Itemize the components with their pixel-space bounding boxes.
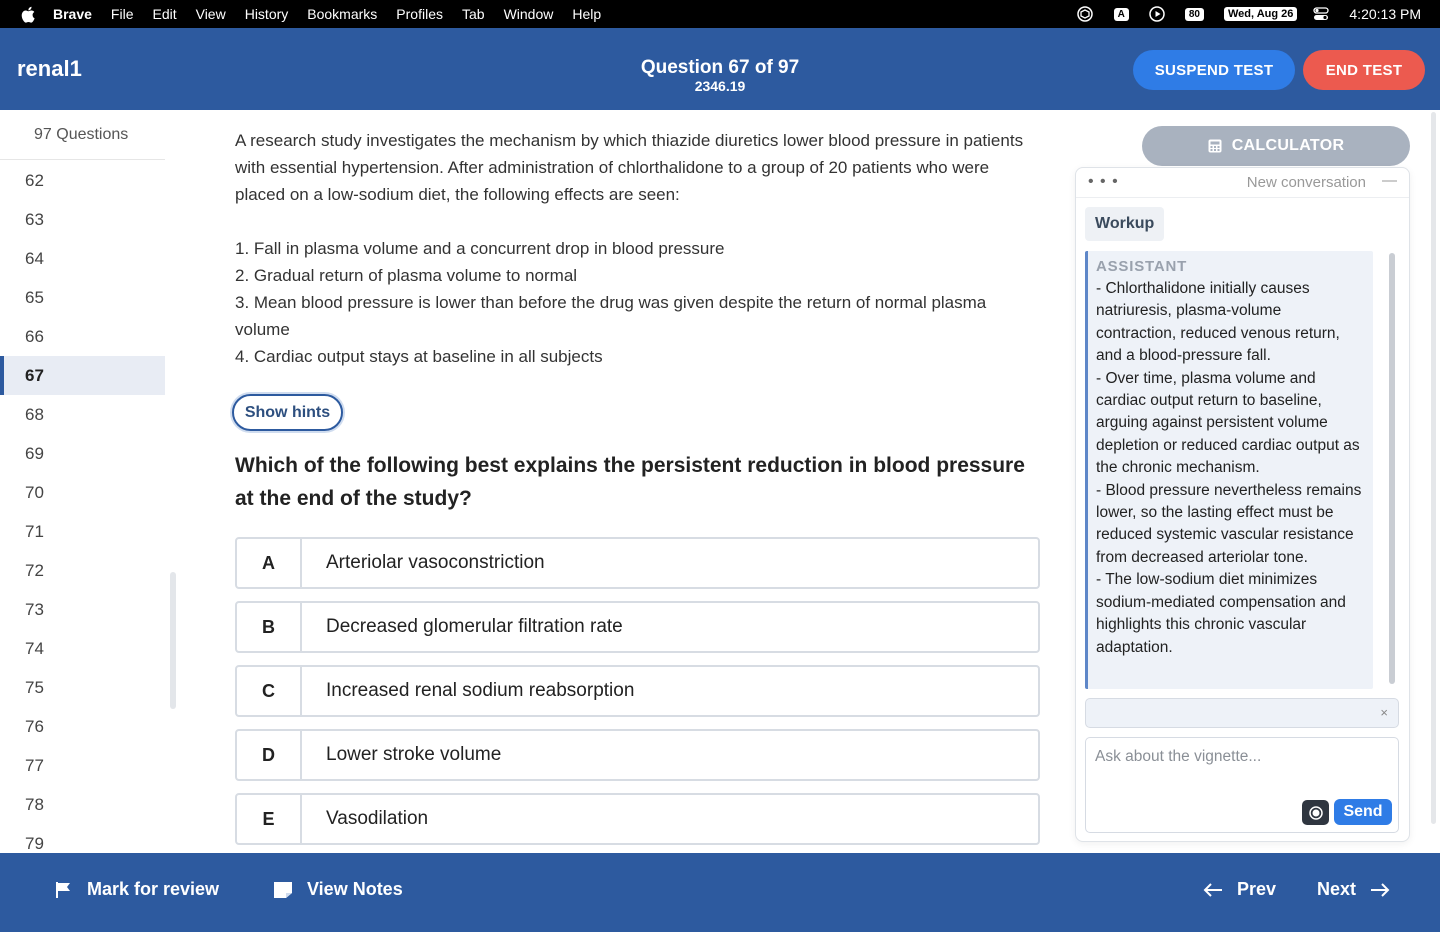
menu-date[interactable]: Wed, Aug 26 — [1224, 7, 1297, 21]
menu-tab[interactable]: Tab — [461, 6, 485, 22]
question-nav-item[interactable]: 66 — [25, 326, 44, 346]
flag-icon — [55, 881, 73, 899]
control-center-icon[interactable] — [1313, 7, 1329, 21]
record-button[interactable] — [1302, 800, 1329, 825]
view-notes-button[interactable] — [273, 879, 403, 900]
question-number: Question 67 of 97 — [640, 57, 800, 78]
next-label: Next — [1317, 879, 1357, 899]
answer-choice-d[interactable] — [235, 729, 1040, 781]
menu-bookmarks[interactable]: Bookmarks — [307, 6, 378, 22]
mark-for-review-label: Mark for review — [87, 879, 220, 899]
prev-button[interactable] — [1203, 879, 1276, 900]
question-nav-item[interactable]: 78 — [25, 794, 44, 814]
input-source-icon[interactable]: A — [1114, 8, 1129, 21]
assistant-message-text: - Chlorthalidone initially causes natriuresis, plasma-volume contraction, reduced venous return, and a blood-pressure fall. - Over time, plasma volume and cardiac output return to baseline, arguing against persistent volume depletion or reduced cardiac output as the chronic mechanism. - Blood pressure nevertheless remains lower, so the lasting effect must be reduced systemic vascular resistance from decreased arteriolar tone. - The low-sodium diet minimizes sodium-mediated compensation and highlights this chronic vascular adaptation. — [1096, 280, 1362, 656]
choice-text: Arteriolar vasoconstriction — [326, 552, 545, 573]
battery-icon[interactable]: 80 — [1185, 8, 1204, 21]
assistant-role-label: ASSISTANT — [1096, 258, 1188, 275]
menu-clock[interactable]: 4:20:13 PM — [1349, 6, 1421, 22]
apple-icon[interactable] — [19, 5, 37, 23]
macos-menu-bar — [0, 0, 1440, 28]
choice-letter: C — [237, 667, 302, 715]
choice-text: Decreased glomerular filtration rate — [326, 616, 623, 637]
question-count: 97 Questions — [0, 110, 165, 160]
calculator-label: CALCULATOR — [1231, 137, 1345, 154]
finding-item: 2. Gradual return of plasma volume to normal — [235, 266, 578, 285]
question-nav-item[interactable]: 76 — [25, 716, 44, 736]
question-nav-item[interactable]: 77 — [25, 755, 44, 775]
menu-app-name[interactable]: Brave — [53, 6, 92, 22]
question-list — [0, 161, 165, 853]
choice-letter: A — [237, 539, 302, 587]
menu-help[interactable]: Help — [572, 6, 602, 22]
choice-text: Vasodilation — [326, 808, 429, 829]
choice-text: Lower stroke volume — [326, 744, 502, 765]
app-header — [0, 28, 1440, 110]
choice-letter: D — [237, 731, 302, 779]
footer-toolbar — [0, 853, 1440, 932]
calculator-button[interactable] — [1142, 126, 1410, 166]
sidebar-scrollbar[interactable] — [170, 572, 176, 709]
new-conversation-button[interactable]: New conversation — [1246, 174, 1366, 191]
menu-edit[interactable]: Edit — [152, 6, 177, 22]
finding-item: 3. Mean blood pressure is lower than before the drug was given despite the return of normal plasma volume — [235, 293, 987, 339]
answer-choice-c[interactable] — [235, 665, 1040, 717]
calculator-icon — [1208, 139, 1222, 153]
mark-for-review-button[interactable] — [55, 879, 219, 900]
choice-letter: E — [237, 795, 302, 843]
minimize-icon[interactable]: — — [1382, 172, 1397, 189]
question-nav-item[interactable]: 71 — [25, 521, 44, 541]
play-icon[interactable] — [1149, 6, 1165, 22]
prev-label: Prev — [1237, 879, 1277, 899]
page-scrollbar[interactable] — [1431, 112, 1436, 824]
menu-window[interactable]: Window — [503, 6, 554, 22]
question-nav-item[interactable]: 68 — [25, 404, 44, 424]
question-nav-item[interactable]: 69 — [25, 443, 44, 463]
question-content — [235, 127, 1035, 829]
answer-choice-e[interactable] — [235, 793, 1040, 845]
question-id: 2346.19 — [694, 78, 746, 94]
menu-file[interactable]: File — [110, 6, 134, 22]
chat-scrollbar[interactable] — [1389, 253, 1395, 684]
view-notes-label: View Notes — [307, 879, 403, 899]
question-stem: A research study investigates the mechanism by which thiazide diuretics lower blood pressure in patients with essential hypertension. After administration of chlorthalidone to a group of 20 patients who were placed on a low-sodium diet, the following effects are seen: — [235, 131, 1024, 204]
choice-letter: B — [237, 603, 302, 651]
question-nav-item[interactable]: 74 — [25, 638, 44, 658]
findings-list — [235, 235, 1035, 370]
question-nav-item[interactable]: 63 — [25, 209, 44, 229]
choice-text: Increased renal sodium reabsorption — [326, 680, 635, 701]
send-button[interactable]: Send — [1334, 799, 1392, 825]
chat-input-box — [1085, 737, 1399, 833]
assistant-message — [1085, 251, 1373, 689]
question-nav-item[interactable]: 64 — [25, 248, 44, 268]
question-nav-item[interactable]: 65 — [25, 287, 44, 307]
menu-profiles[interactable]: Profiles — [396, 6, 443, 22]
chat-toolbar — [1076, 168, 1409, 198]
question-nav-item-active[interactable]: 67 — [0, 356, 165, 395]
app-title: renal1 — [17, 56, 82, 81]
arrow-left-icon — [1203, 883, 1223, 897]
assistant-chat-panel — [1075, 167, 1410, 842]
question-navigator — [0, 110, 165, 853]
question-nav-item[interactable]: 79 — [25, 833, 44, 853]
menu-history[interactable]: History — [244, 6, 289, 22]
suspend-test-button[interactable]: SUSPEND TEST — [1133, 50, 1295, 90]
finding-item: 1. Fall in plasma volume and a concurrent drop in blood pressure — [235, 239, 725, 258]
question-nav-item[interactable]: 72 — [25, 560, 44, 580]
menu-view[interactable]: View — [195, 6, 226, 22]
show-hints-button[interactable]: Show hints — [232, 394, 343, 431]
arrow-right-icon — [1370, 883, 1390, 897]
openai-icon[interactable] — [1076, 5, 1094, 23]
answer-choice-a[interactable] — [235, 537, 1040, 589]
chat-input[interactable] — [1086, 738, 1398, 798]
question-prompt: Which of the following best explains the persistent reduction in blood pressure at the end of the study? — [235, 454, 1025, 510]
context-chip — [1085, 698, 1399, 728]
end-test-button[interactable]: END TEST — [1303, 50, 1425, 90]
more-options-icon[interactable]: • • • — [1088, 173, 1119, 190]
question-nav-item[interactable]: 62 — [25, 170, 44, 190]
record-icon — [1309, 806, 1323, 820]
next-button[interactable] — [1317, 879, 1390, 900]
workup-tab[interactable]: Workup — [1085, 207, 1164, 241]
question-nav-item[interactable]: 75 — [25, 677, 44, 697]
finding-item: 4. Cardiac output stays at baseline in all subjects — [235, 347, 603, 366]
close-icon[interactable]: × — [1380, 705, 1388, 720]
question-nav-item[interactable]: 70 — [25, 482, 44, 502]
note-icon — [273, 881, 293, 899]
answer-choice-b[interactable] — [235, 601, 1040, 653]
question-nav-item[interactable]: 73 — [25, 599, 44, 619]
